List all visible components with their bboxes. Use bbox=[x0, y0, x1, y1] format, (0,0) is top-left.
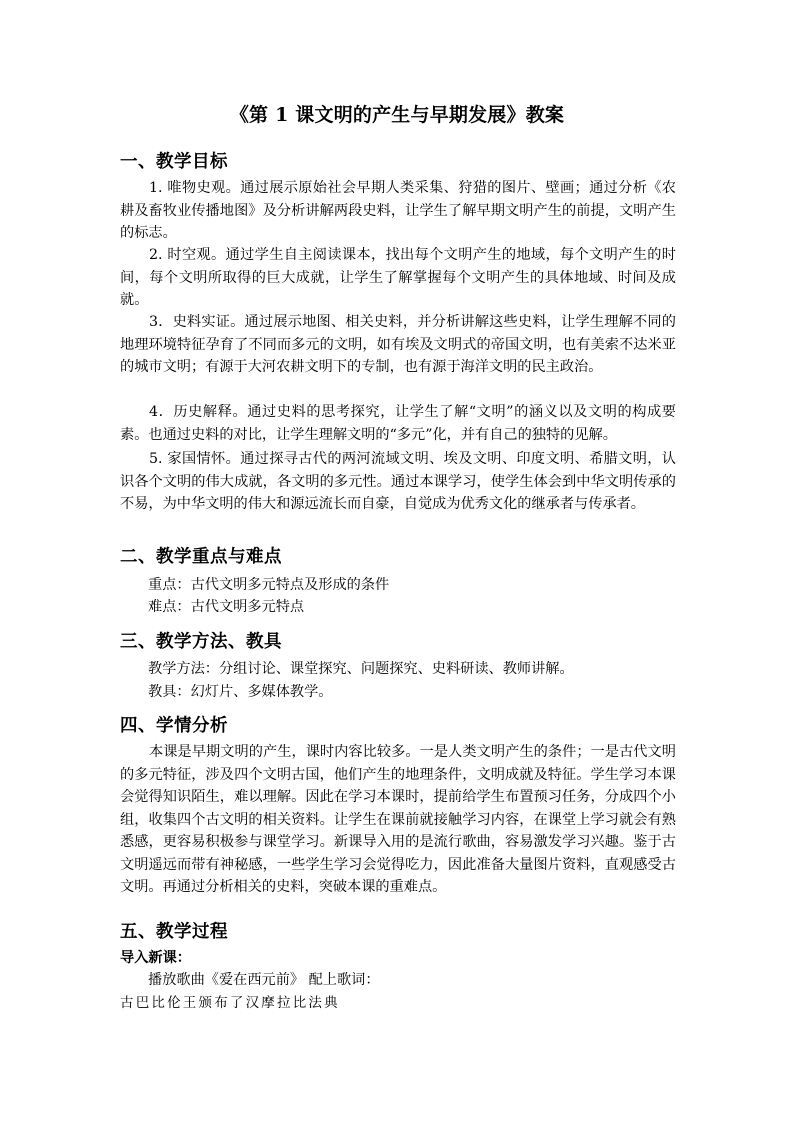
teaching-tools: 教具：幻灯片、多媒体教学。 bbox=[148, 684, 333, 700]
teaching-methods: 教学方法：分组讨论、课堂探究、问题探究、史料研读、教师讲解。 bbox=[148, 661, 574, 677]
section-heading-keypoints: 二、教学重点与难点 bbox=[120, 547, 282, 567]
section-heading-analysis: 四、学情分析 bbox=[120, 716, 228, 736]
section-heading-methods: 三、教学方法、教具 bbox=[120, 632, 282, 652]
analysis-text: 本课是早期文明的产生，课时内容比较多。一是人类文明产生的条件；一是古代文明的多元特征，涉及四个文明古国，他们产生的地理条件，文明成就及特征。学生学习本课会觉得知识陌生，难以理解。因此在学习本课时，提前给学生布置预习任务，分成四个小组，收集四个古文明的相关资料。让学生在课前就接触学习内容，在课堂上学习就会有熟悉感，更容易积极参与课堂学习。新课导入用的是流行歌曲，容易激发学习兴趣。鉴于古文明遥远而带有神秘感，一些学生学习会觉得吃力，因此准备大量图片资料，直观感受古文明。再通过分析相关的史料，突破本课的重难点。 bbox=[120, 744, 676, 895]
objective-item-1: 1. 唯物史观。通过展示原始社会早期人类采集、狩猎的图片、壁画；通过分析《农耕及畜牧业传播地图》及分析讲解两段史料，让学生了解早期文明产生的前提，文明产生的标志。 bbox=[120, 180, 676, 241]
section-heading-objectives: 一、教学目标 bbox=[120, 152, 228, 172]
intro-text: 播放歌曲《爱在西元前》 配上歌词： bbox=[148, 972, 380, 988]
objective-item-2: 2. 时空观。通过学生自主阅读课本，找出每个文明产生的地域，每个文明产生的时间，每个文明所取得的巨大成就，让学生了解掌握每个文明产生的具体地域、时间及成就。 bbox=[120, 247, 676, 308]
document-title: 《第 1 课文明的产生与早期发展》教案 bbox=[229, 104, 565, 126]
objective-item-4: 4．历史解释。通过史料的思考探究，让学生了解“文明”的涵义以及文明的构成要素。也通过史料的对比，让学生理解文明的“多元”化，并有自己的独特的见解。 bbox=[120, 404, 676, 443]
intro-label: 导入新课： bbox=[120, 950, 191, 966]
section-heading-process: 五、教学过程 bbox=[120, 922, 228, 942]
objective-item-3: 3．史料实证。通过展示地图、相关史料，并分析讲解这些史料，让学生理解不同的地理环境特征孕育了不同而多元的文明，如有埃及文明式的帝国文明，也有美索不达米亚的城市文明；有源于大河农耕文明下的专制，也有源于海洋文明的民主政治。 bbox=[120, 314, 676, 375]
difficult-point: 难点：古代文明多元特点 bbox=[148, 599, 305, 615]
objective-item-5: 5. 家国情怀。通过探寻古代的两河流域文明、埃及文明、印度文明、希腊文明，认识各个文明的伟大成就，各文明的多元性。通过本课学习，使学生体会到中华文明传承的不易，为中华文明的伟大和源远流长而自豪，自觉成为优秀文化的继承者与传承者。 bbox=[120, 451, 676, 512]
lyric-line: 古巴比伦王颁布了汉摩拉比法典 bbox=[120, 995, 340, 1011]
key-point: 重点：古代文明多元特点及形成的条件 bbox=[148, 577, 390, 593]
